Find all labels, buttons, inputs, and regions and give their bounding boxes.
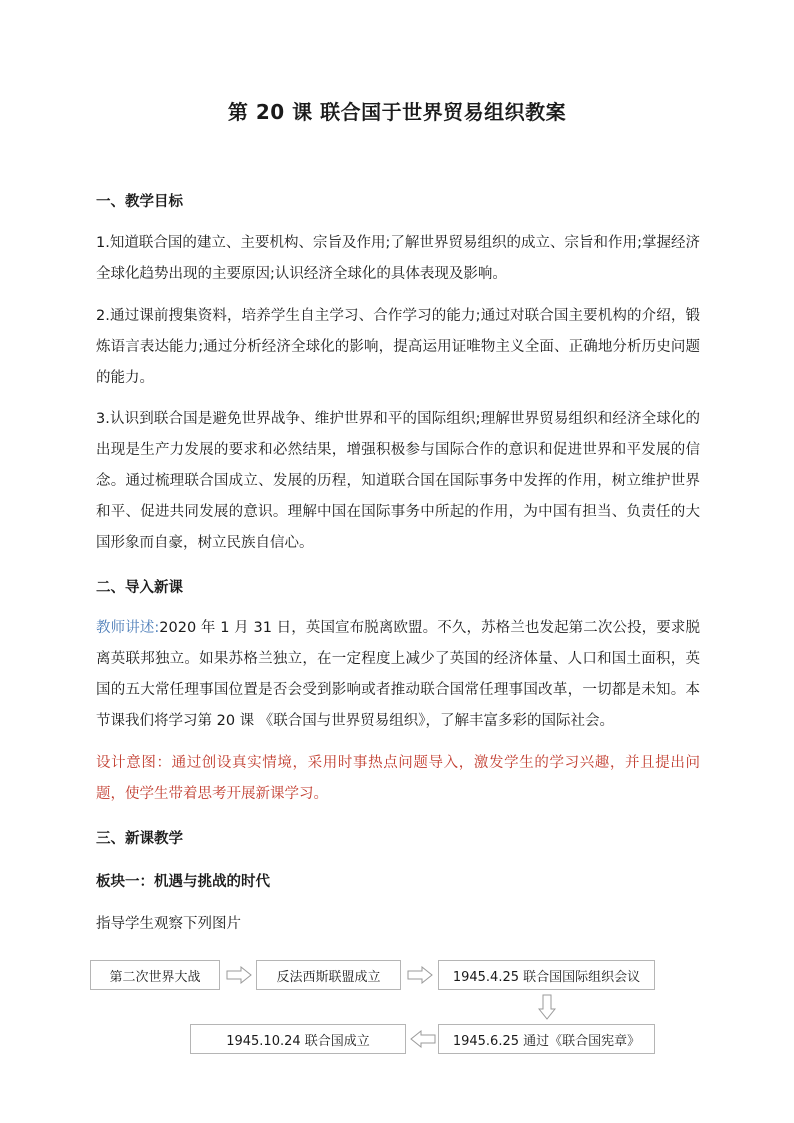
intro-paragraph [96, 613, 700, 737]
right-arrow-icon [226, 966, 252, 984]
objective-paragraph-3: 3.认识到联合国是避免世界战争、维护世界和平的国际组织;理解世界贸易组织和经济全球化的出现是生产力发展的要求和必然结果，增强积极参与国际合作的意识和促进世界和平发展的信念。通过梳理联合国成立、发展的历程，知道联合国在国际事务中发挥的作用，树立维护世界和平、促进共同发展的意识。理解中国在国际事务中所起的作用，为中国有担当、负责任的大国形象而自豪，树立民族自信心。 [96, 411, 700, 551]
teacher-narration-label: 教师讲述: [96, 620, 160, 636]
objective-paragraph-2: 2.通过课前搜集资料，培养学生自主学习、合作学习的能力;通过对联合国主要机构的介绍，锻炼语言表达能力;通过分析经济全球化的影响，提高运用证唯物主义全面、正确地分析历史问题的能力。 [96, 308, 700, 386]
section-heading-objectives: 一、教学目标 [96, 194, 183, 210]
right-arrow-icon [407, 966, 433, 984]
block-title: 板块一：机遇与挑战的时代 [96, 874, 270, 890]
design-intent: 设计意图：通过创设真实情境，采用时事热点问题导入，激发学生的学习兴趣，并且提出问题，使学生带着思考开展新课学习。 [96, 755, 700, 802]
instruction-text: 指导学生观察下列图片 [96, 916, 241, 932]
intro-body: 2020 年 1 月 31 日，英国宣布脱离欧盟。不久，苏格兰也发起第二次公投，要求脱离英联邦独立。如果苏格兰独立，在一定程度上减少了英国的经济体量、人口和国土面积，英国的五大常任理事国位置是否会受到影响或者推动联合国常任理事国改革，一切都是未知。本节课我们将学习第 20 课 《联合国与世界贸易组织》，了解丰富多彩的国际社会。 [96, 620, 700, 729]
flow-box-alliance: 反法西斯联盟成立 [256, 960, 401, 990]
section-heading-new-lesson: 三、新课教学 [96, 831, 183, 847]
left-arrow-icon [410, 1030, 436, 1048]
flow-box-ww2: 第二次世界大战 [90, 960, 220, 990]
page-title: 第 20 课 联合国于世界贸易组织教案 [227, 100, 567, 124]
down-arrow-icon [538, 994, 556, 1020]
flow-box-conference: 1945.4.25 联合国国际组织会议 [438, 960, 655, 990]
objective-paragraph-1: 1.知道联合国的建立、主要机构、宗旨及作用;了解世界贸易组织的成立、宗旨和作用;掌握经济全球化趋势出现的主要原因;认识经济全球化的具体表现及影响。 [96, 235, 700, 282]
flow-box-charter: 1945.6.25 通过《联合国宪章》 [438, 1024, 655, 1054]
flow-box-un-founded: 1945.10.24 联合国成立 [190, 1024, 406, 1054]
section-heading-intro: 二、导入新课 [96, 580, 183, 596]
